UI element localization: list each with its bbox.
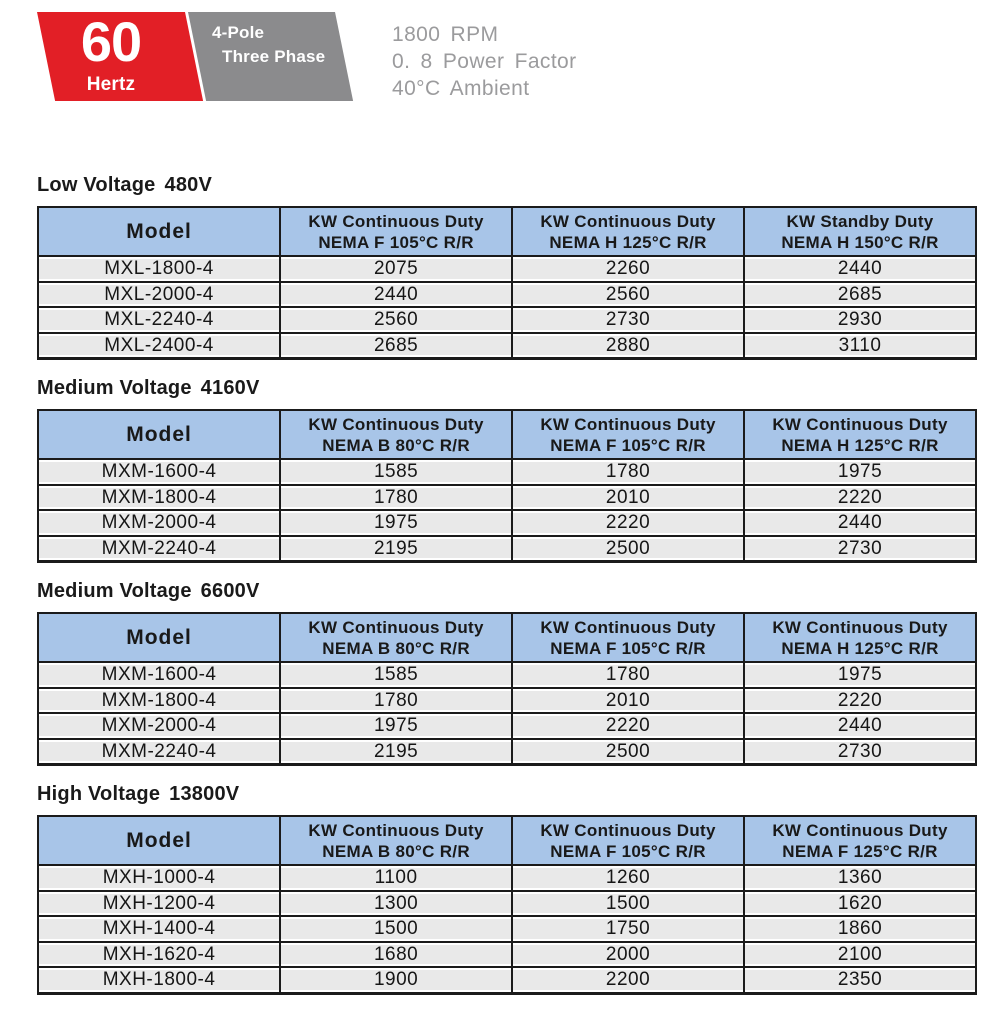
table-row — [38, 713, 976, 739]
table-header-row — [38, 816, 976, 865]
value-cell: 2500 — [512, 739, 744, 765]
section-title-text: High Voltage — [37, 783, 161, 805]
column-header-duty: KW Continuous Duty — [772, 820, 948, 840]
model-cell: MXH-1800-4 — [38, 967, 280, 993]
model-cell: MXM-1800-4 — [38, 688, 280, 714]
voltage-section — [37, 378, 977, 563]
column-header — [280, 410, 512, 459]
model-column-header: Model — [38, 816, 280, 865]
value-cell: 2880 — [512, 333, 744, 359]
model-cell: MXL-2400-4 — [38, 333, 280, 359]
column-header — [744, 207, 976, 256]
table-row — [38, 510, 976, 536]
column-header-duty: KW Continuous Duty — [308, 211, 484, 231]
value-cell: 1780 — [512, 459, 744, 485]
frequency-unit: Hertz — [86, 74, 136, 95]
table-row — [38, 891, 976, 917]
frequency-value: 60 — [80, 10, 142, 73]
value-cell: 1975 — [744, 662, 976, 688]
column-header-nema: NEMA B 80°C R/R — [322, 638, 470, 658]
value-cell: 2010 — [512, 485, 744, 511]
frequency-badge — [37, 12, 185, 101]
rating-table — [37, 409, 977, 563]
voltage-section — [37, 784, 977, 995]
column-header-duty: KW Continuous Duty — [540, 820, 716, 840]
column-header-duty: KW Continuous Duty — [308, 414, 484, 434]
value-cell: 2260 — [512, 256, 744, 282]
value-cell: 2560 — [512, 282, 744, 308]
column-header — [512, 613, 744, 662]
value-cell: 2440 — [280, 282, 512, 308]
table-row — [38, 459, 976, 485]
value-cell: 2560 — [280, 307, 512, 333]
section-title — [37, 581, 977, 602]
value-cell: 2350 — [744, 967, 976, 993]
column-header-nema: NEMA H 150°C R/R — [781, 232, 939, 252]
spec-sheet-page — [0, 12, 1005, 1026]
section-title — [37, 784, 977, 805]
model-cell: MXM-2240-4 — [38, 536, 280, 562]
value-cell: 2730 — [744, 739, 976, 765]
section-voltage: 13800V — [169, 783, 240, 805]
model-column-header: Model — [38, 410, 280, 459]
model-cell: MXL-1800-4 — [38, 256, 280, 282]
table-header-row — [38, 410, 976, 459]
voltage-section — [37, 581, 977, 766]
value-cell: 1975 — [280, 510, 512, 536]
model-cell: MXM-1600-4 — [38, 662, 280, 688]
table-row — [38, 916, 976, 942]
value-cell: 2440 — [744, 256, 976, 282]
table-row — [38, 536, 976, 562]
value-cell: 1585 — [280, 662, 512, 688]
model-cell: MXH-1200-4 — [38, 891, 280, 917]
column-header — [744, 410, 976, 459]
value-cell: 3110 — [744, 333, 976, 359]
table-body — [38, 256, 976, 359]
value-cell: 2730 — [744, 536, 976, 562]
value-cell: 1300 — [280, 891, 512, 917]
column-header-duty: KW Continuous Duty — [772, 414, 948, 434]
spec-summary — [392, 21, 577, 102]
model-cell: MXM-2240-4 — [38, 739, 280, 765]
model-column-header: Model — [38, 613, 280, 662]
column-header — [744, 613, 976, 662]
value-cell: 2500 — [512, 536, 744, 562]
spec-line-ambient: 40°C Ambient — [392, 77, 530, 100]
column-header — [280, 816, 512, 865]
value-cell: 2000 — [512, 942, 744, 968]
column-header-duty: KW Standby Duty — [786, 211, 934, 231]
column-header-nema: NEMA F 105°C R/R — [550, 841, 706, 861]
model-cell: MXH-1400-4 — [38, 916, 280, 942]
value-cell: 1975 — [744, 459, 976, 485]
value-cell: 1750 — [512, 916, 744, 942]
model-cell: MXM-2000-4 — [38, 510, 280, 536]
column-header-nema: NEMA H 125°C R/R — [781, 435, 939, 455]
section-title — [37, 378, 977, 399]
column-header-nema: NEMA F 105°C R/R — [318, 232, 474, 252]
column-header-nema: NEMA F 125°C R/R — [782, 841, 938, 861]
table-body — [38, 459, 976, 562]
table-row — [38, 485, 976, 511]
section-title-text: Low Voltage — [37, 174, 156, 196]
table-header-row — [38, 613, 976, 662]
value-cell: 2220 — [512, 510, 744, 536]
section-title — [37, 175, 977, 196]
model-cell: MXM-2000-4 — [38, 713, 280, 739]
value-cell: 1780 — [280, 485, 512, 511]
value-cell: 2200 — [512, 967, 744, 993]
column-header-nema: NEMA H 125°C R/R — [549, 232, 707, 252]
table-row — [38, 739, 976, 765]
column-header-duty: KW Continuous Duty — [540, 414, 716, 434]
section-voltage: 480V — [164, 174, 213, 196]
table-row — [38, 967, 976, 993]
pole-phase-badge — [188, 12, 335, 101]
value-cell: 2195 — [280, 739, 512, 765]
column-header-nema: NEMA F 105°C R/R — [550, 435, 706, 455]
model-cell: MXH-1000-4 — [38, 865, 280, 891]
value-cell: 1500 — [280, 916, 512, 942]
value-cell: 1620 — [744, 891, 976, 917]
column-header-nema: NEMA F 105°C R/R — [550, 638, 706, 658]
table-row — [38, 256, 976, 282]
value-cell: 1585 — [280, 459, 512, 485]
column-header-nema: NEMA B 80°C R/R — [322, 435, 470, 455]
table-row — [38, 307, 976, 333]
value-cell: 2685 — [280, 333, 512, 359]
value-cell: 1500 — [512, 891, 744, 917]
phase-label: Three Phase — [222, 47, 326, 66]
value-cell: 2010 — [512, 688, 744, 714]
column-header — [280, 207, 512, 256]
column-header — [512, 410, 744, 459]
value-cell: 2220 — [512, 713, 744, 739]
table-row — [38, 688, 976, 714]
value-cell: 2730 — [512, 307, 744, 333]
column-header-duty: KW Continuous Duty — [540, 211, 716, 231]
value-cell: 1360 — [744, 865, 976, 891]
value-cell: 2195 — [280, 536, 512, 562]
value-cell: 1780 — [280, 688, 512, 714]
rating-table — [37, 206, 977, 360]
table-row — [38, 865, 976, 891]
value-cell: 2075 — [280, 256, 512, 282]
table-row — [38, 333, 976, 359]
rating-table — [37, 612, 977, 766]
section-voltage: 4160V — [200, 377, 260, 399]
column-header — [744, 816, 976, 865]
table-row — [38, 662, 976, 688]
table-row — [38, 282, 976, 308]
value-cell: 1860 — [744, 916, 976, 942]
column-header — [512, 207, 744, 256]
column-header-nema: NEMA H 125°C R/R — [781, 638, 939, 658]
value-cell: 2100 — [744, 942, 976, 968]
pole-label: 4-Pole — [212, 23, 265, 42]
value-cell: 1260 — [512, 865, 744, 891]
value-cell: 2220 — [744, 688, 976, 714]
column-header — [512, 816, 744, 865]
column-header-duty: KW Continuous Duty — [772, 617, 948, 637]
table-row — [38, 942, 976, 968]
table-header-row — [38, 207, 976, 256]
model-cell: MXL-2240-4 — [38, 307, 280, 333]
value-cell: 1100 — [280, 865, 512, 891]
table-body — [38, 662, 976, 765]
value-cell: 1975 — [280, 713, 512, 739]
rating-table — [37, 815, 977, 995]
section-voltage: 6600V — [200, 580, 260, 602]
column-header-duty: KW Continuous Duty — [540, 617, 716, 637]
value-cell: 2440 — [744, 510, 976, 536]
model-cell: MXL-2000-4 — [38, 282, 280, 308]
value-cell: 1680 — [280, 942, 512, 968]
column-header — [280, 613, 512, 662]
table-body — [38, 865, 976, 993]
section-title-text: Medium Voltage — [37, 377, 192, 399]
model-cell: MXM-1600-4 — [38, 459, 280, 485]
column-header-duty: KW Continuous Duty — [308, 617, 484, 637]
sections — [37, 175, 977, 995]
section-title-text: Medium Voltage — [37, 580, 192, 602]
model-cell: MXH-1620-4 — [38, 942, 280, 968]
spec-line-power-factor: 0. 8 Power Factor — [392, 50, 577, 73]
model-cell: MXM-1800-4 — [38, 485, 280, 511]
voltage-section — [37, 175, 977, 360]
spec-line-rpm: 1800 RPM — [392, 23, 499, 46]
value-cell: 1900 — [280, 967, 512, 993]
value-cell: 2685 — [744, 282, 976, 308]
banner — [37, 12, 1005, 101]
value-cell: 1780 — [512, 662, 744, 688]
value-cell: 2440 — [744, 713, 976, 739]
model-column-header: Model — [38, 207, 280, 256]
value-cell: 2930 — [744, 307, 976, 333]
value-cell: 2220 — [744, 485, 976, 511]
column-header-duty: KW Continuous Duty — [308, 820, 484, 840]
column-header-nema: NEMA B 80°C R/R — [322, 841, 470, 861]
